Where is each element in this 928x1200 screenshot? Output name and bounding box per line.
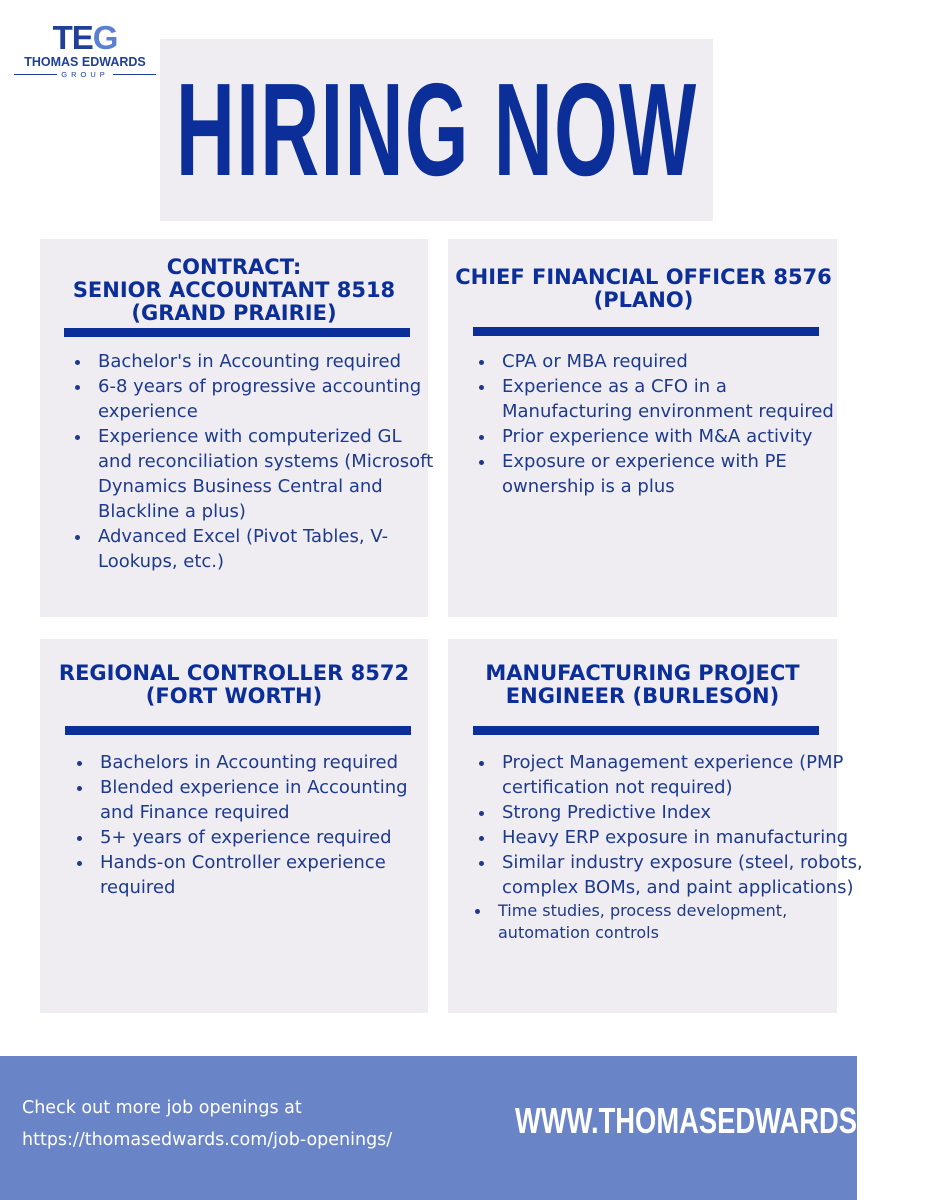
requirements-list xyxy=(473,349,852,499)
logo-mark-left: TE xyxy=(52,19,93,56)
headline-banner xyxy=(160,39,713,221)
requirement-item: Experience with computerized GL and reconciliation systems (Microsoft Dynamics Business Central and Blackline a plus) xyxy=(98,424,438,524)
job-title-line: MANUFACTURING PROJECT xyxy=(485,661,800,685)
requirement-item: Advanced Excel (Pivot Tables, V-Lookups, etc.) xyxy=(98,524,438,574)
footer-note-line: Check out more job openings at xyxy=(22,1098,302,1118)
logo-group-row xyxy=(14,70,156,79)
requirement-item: Bachelor's in Accounting required xyxy=(98,349,438,374)
job-card-senior-accountant xyxy=(40,239,434,617)
job-title xyxy=(40,662,428,708)
requirement-item: 5+ years of experience required xyxy=(100,825,430,850)
requirement-item: CPA or MBA required xyxy=(502,349,852,374)
logo-group-label: GROUP xyxy=(61,70,109,79)
requirement-item: Strong Predictive Index xyxy=(502,800,864,825)
logo-mark xyxy=(14,19,156,56)
requirement-item: Experience as a CFO in a Manufacturing environment required xyxy=(502,374,852,424)
headline-title: HIRING NOW xyxy=(175,56,698,203)
footer-note xyxy=(22,1092,392,1156)
logo-company-name: THOMAS EDWARDS xyxy=(24,55,146,69)
job-title-line: CHIEF FINANCIAL OFFICER 8576 xyxy=(455,265,832,289)
job-title-line: REGIONAL CONTROLLER 8572 xyxy=(58,661,410,685)
job-openings-link[interactable]: https://thomasedwards.com/job-openings/ xyxy=(22,1130,393,1150)
title-divider xyxy=(64,328,410,337)
footer-bar xyxy=(0,1056,928,1200)
requirements-list xyxy=(69,349,438,574)
requirement-item: Hands-on Controller experience required xyxy=(100,850,430,900)
requirement-item: Heavy ERP exposure in manufacturing xyxy=(502,825,864,850)
job-title-line: (FORT WORTH) xyxy=(145,684,323,708)
job-title xyxy=(40,256,428,325)
title-divider xyxy=(473,726,819,735)
requirement-item: Project Management experience (PMP certification not required) xyxy=(502,750,864,800)
website-link[interactable]: WWW.THOMASEDWARDS.COM xyxy=(515,1100,928,1141)
logo-rule-left xyxy=(14,74,57,75)
job-card-regional-controller xyxy=(40,639,428,1013)
requirement-item: 6-8 years of progressive accounting experience xyxy=(98,374,438,424)
job-title xyxy=(448,662,837,708)
requirement-item: Bachelors in Accounting required xyxy=(100,750,430,775)
requirement-item: Prior experience with M&A activity xyxy=(502,424,852,449)
company-logo xyxy=(14,19,156,79)
requirements-list xyxy=(71,750,430,900)
requirement-item: Time studies, process development, automation controls xyxy=(498,900,864,944)
title-divider xyxy=(65,726,411,735)
requirement-item: Similar industry exposure (steel, robots, complex BOMs, and paint applications) xyxy=(502,852,863,898)
logo-mark-right: G xyxy=(92,19,118,56)
job-title-line: SENIOR ACCOUNTANT 8518 xyxy=(72,278,396,302)
requirement-item: Exposure or experience with PE ownership is a plus xyxy=(502,449,852,499)
job-title-line: (PLANO) xyxy=(593,288,694,312)
logo-rule-right xyxy=(113,74,156,75)
job-title-line: CONTRACT: xyxy=(166,255,302,279)
job-title-line: ENGINEER (BURLESON) xyxy=(505,684,780,708)
requirement-item: Blended experience in Accounting and Finance required xyxy=(100,775,430,825)
job-card-cfo xyxy=(448,239,837,617)
job-card-project-engineer xyxy=(448,639,863,1013)
requirements-list xyxy=(473,750,864,944)
title-divider xyxy=(473,327,819,336)
job-title xyxy=(444,266,843,312)
job-title-line: (GRAND PRAIRIE) xyxy=(131,301,337,325)
